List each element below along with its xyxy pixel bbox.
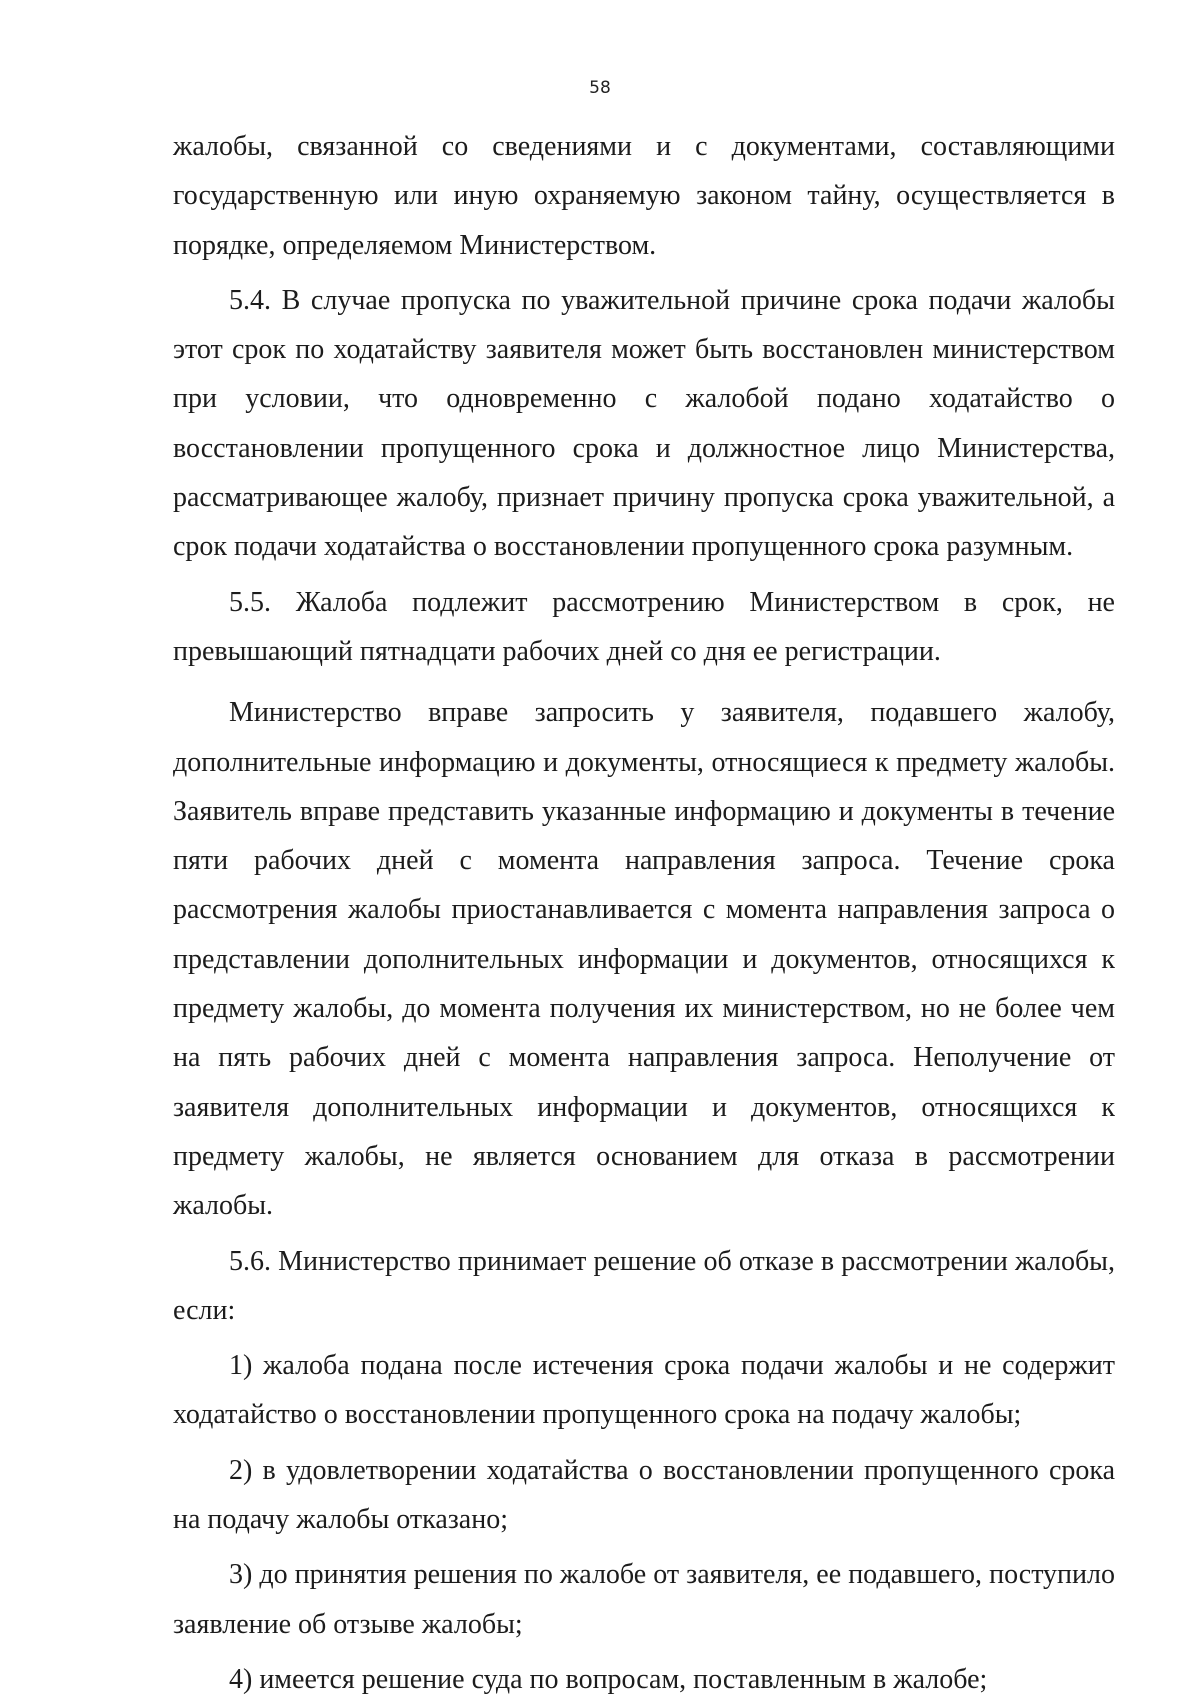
list-item-4: 4) имеется решение суда по вопросам, поставленным в жалобе; bbox=[229, 1663, 988, 1695]
list-item-2: 2) в удовлетворении ходатайства о восстановлении пропущенного срока на подачу жалобы отказано; bbox=[173, 1454, 1115, 1536]
list-item-1: 1) жалоба подана после истечения срока подачи жалобы и не содержит ходатайство о восстановлении пропущенного срока на подачу жалобы; bbox=[173, 1350, 1115, 1431]
page-number: 58 bbox=[589, 78, 611, 98]
paragraph-5-6: 5.6. Министерство принимает решение об отказе в рассмотрении жалобы, если: bbox=[173, 1245, 1115, 1326]
paragraph-continuation: жалобы, связанной со сведениями и с документами, составляющими государственную или иную охраняемую законом тайну, осуществляется в порядке, определяемом Министерством. bbox=[173, 131, 1115, 261]
paragraph-ministry-request: Министерство вправе запросить у заявителя, подавшего жалобу, дополнительные информацию и документы, относящиеся к предмету жалобы. Заявитель вправе представить указанные информацию и документы в течение пяти рабочих дней с момента направления запроса. Течение срока рассмотрения жалобы приостанавливается с момента направления запроса о представлении дополнительных информации и документов, относящихся к предмету жалобы, до момента получения их министерством, но не более чем на пять рабочих дней с момента направления запроса. Неполучение от заявителя дополнительных информации и документов, относящихся к предмету жалобы, не является основанием для отказа в рассмотрении жалобы. bbox=[173, 697, 1115, 1222]
paragraph-5-5: 5.5. Жалоба подлежит рассмотрению Министерством в срок, не превышающий пятнадцати рабочих дней со дня ее регистрации. bbox=[173, 586, 1115, 667]
document-body bbox=[173, 122, 1115, 1704]
paragraph-5-4: 5.4. В случае пропуска по уважительной причине срока подачи жалобы этот срок по ходатайству заявителя может быть восстановлен министерством при условии, что одновременно с жалобой подано ходатайство о восстановлении пропущенного срока и должностное лицо Министерства, рассматривающее жалобу, признает причину пропуска срока уважительной, а срок подачи ходатайства о восстановлении пропущенного срока разумным. bbox=[173, 284, 1115, 563]
list-item-3: 3) до принятия решения по жалобе от заявителя, ее подавшего, поступило заявление об отзыве жалобы; bbox=[173, 1559, 1115, 1640]
